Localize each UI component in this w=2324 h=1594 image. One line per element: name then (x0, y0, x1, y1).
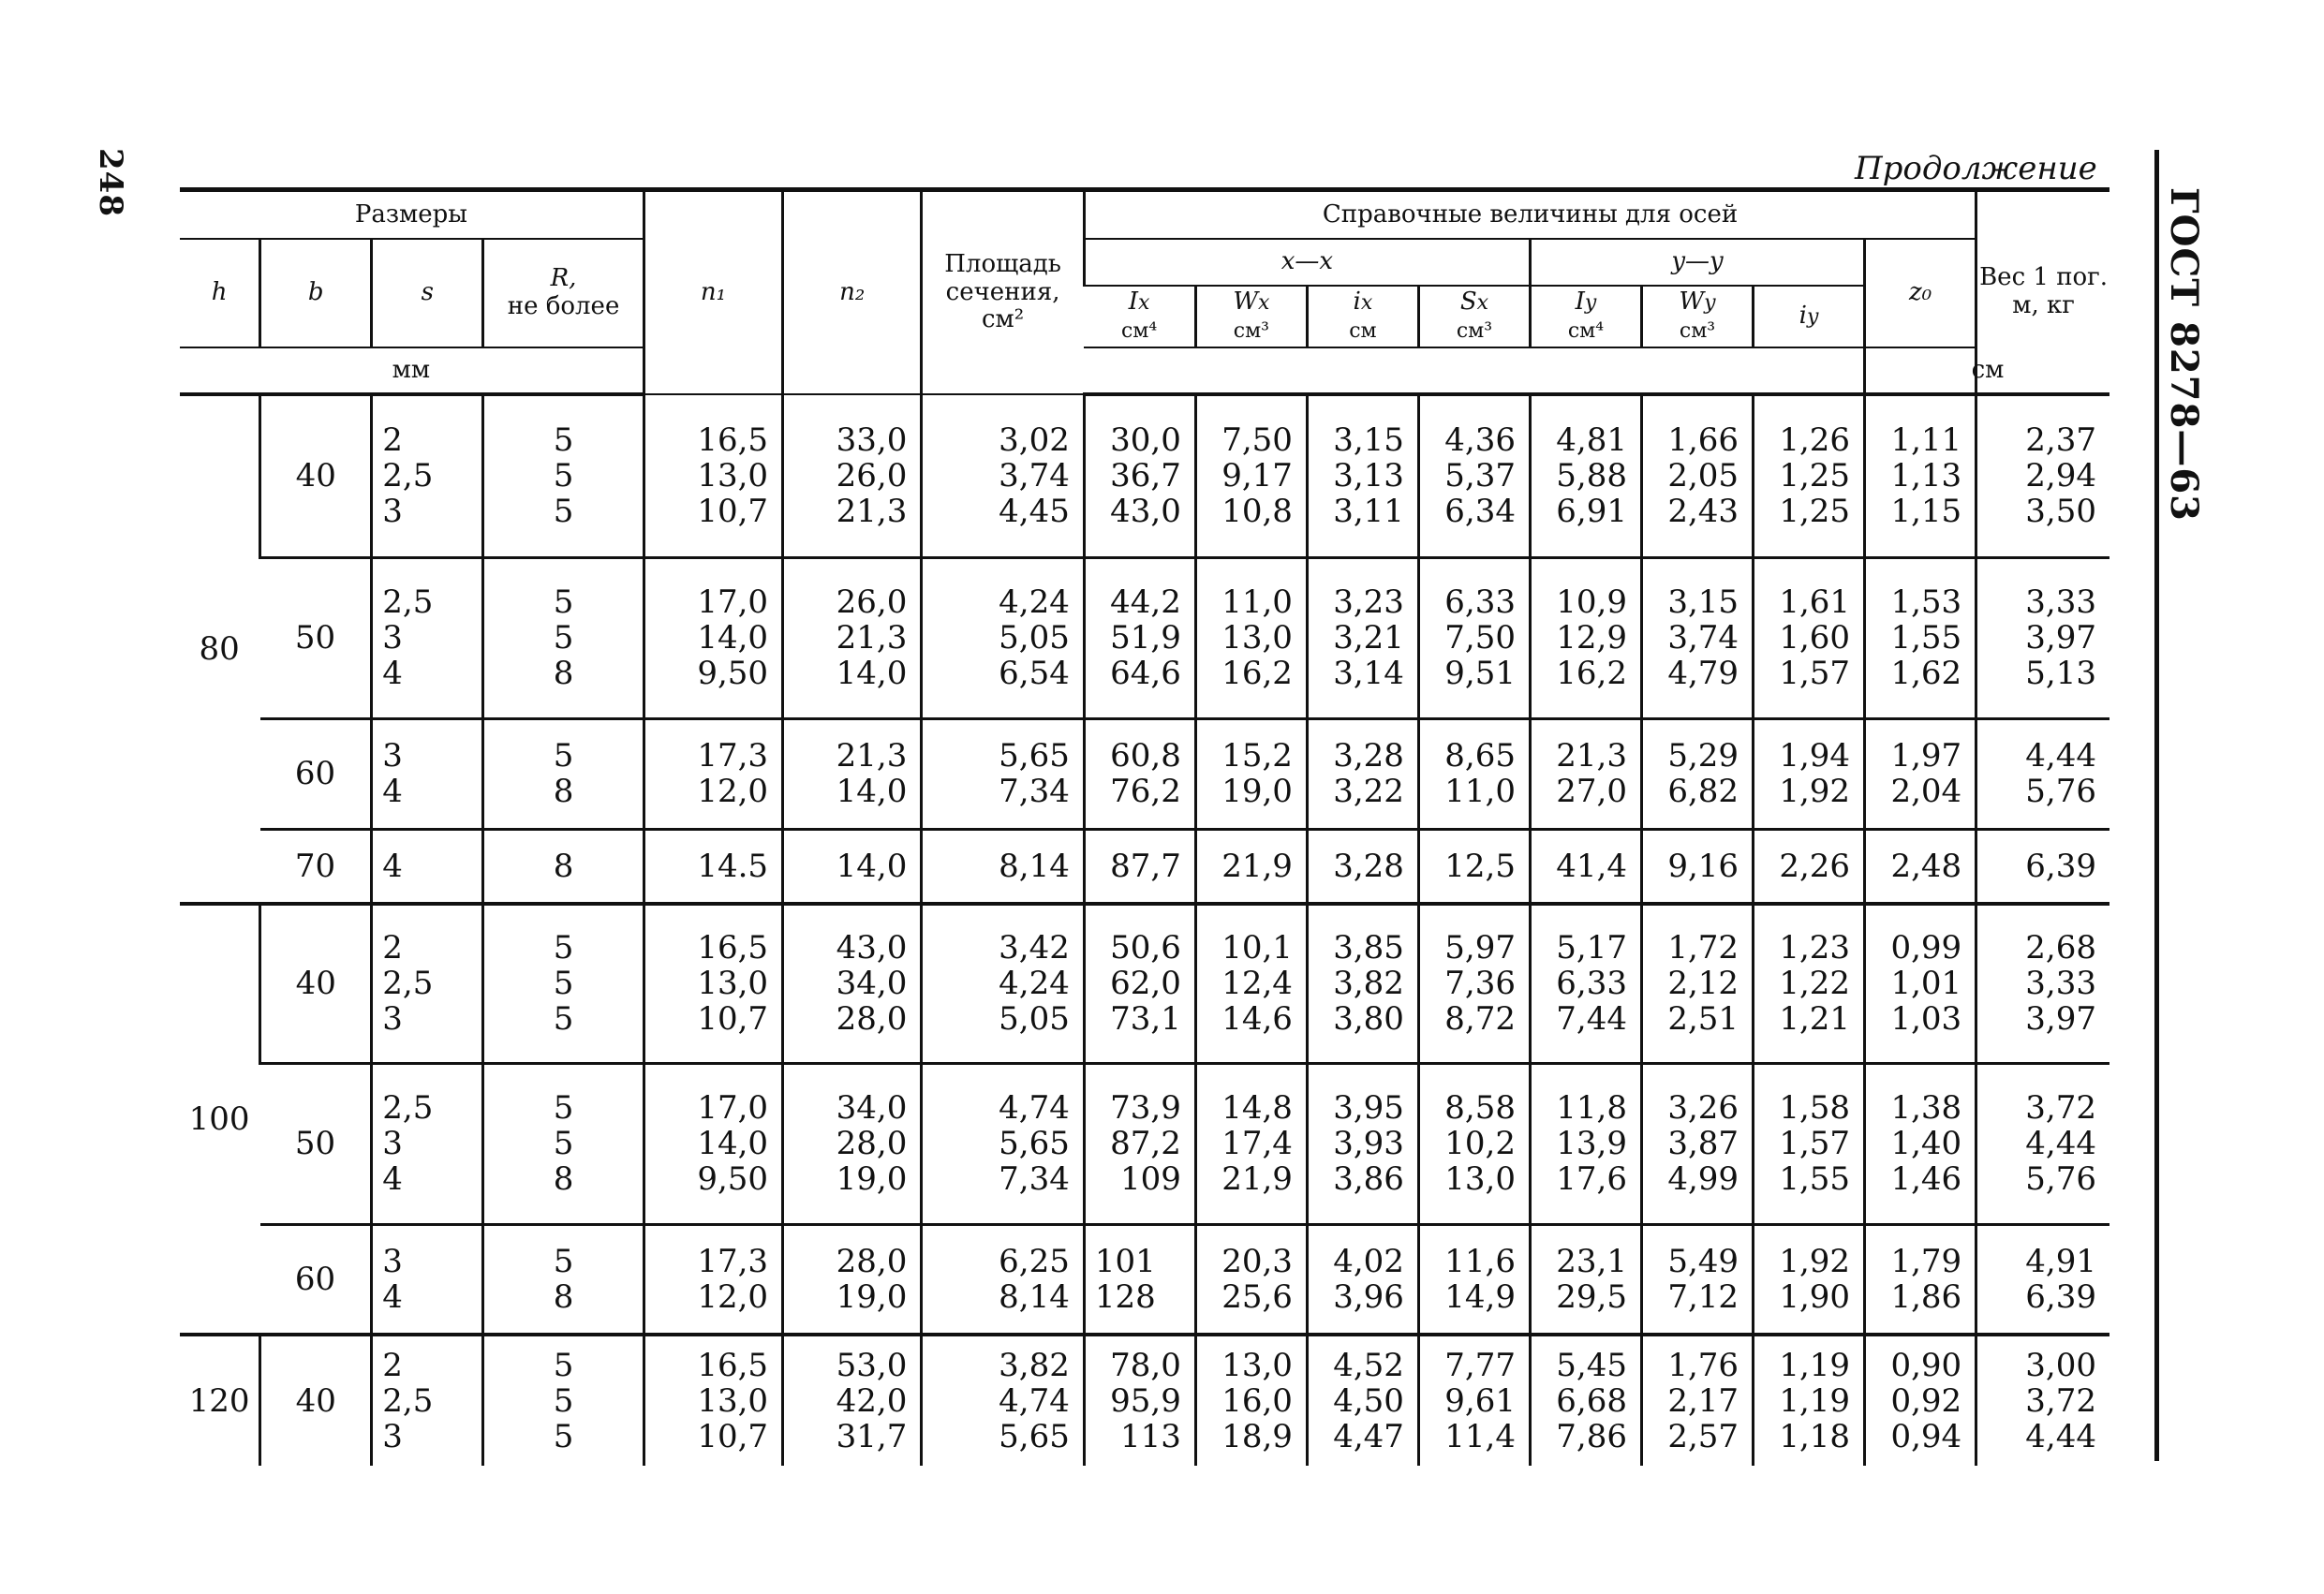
cell-b: 60 (260, 1224, 372, 1335)
cell-Sx: 7,77 9,61 11,4 (1418, 1335, 1530, 1466)
cell-h: 100 (180, 904, 260, 1335)
cell-weight: 4,91 6,39 (1976, 1224, 2109, 1335)
cell-r: 5 8 (483, 1224, 644, 1335)
cell-Sx: 11,6 14,9 (1418, 1224, 1530, 1335)
cell-Wx: 21,9 (1195, 829, 1307, 904)
cell-n2: 53,0 42,0 31,7 (783, 1335, 922, 1466)
cell-s: 2 2,5 3 (372, 1335, 483, 1466)
cell-z0: 1,53 1,55 1,62 (1865, 557, 1976, 718)
cell-Wy: 3,15 3,74 4,79 (1642, 557, 1754, 718)
cell-iy: 1,58 1,57 1,55 (1754, 1063, 1865, 1224)
cell-h: 80 (180, 394, 260, 904)
cell-n1: 17,3 12,0 (644, 718, 782, 829)
ixr-sym: i (1353, 288, 1361, 317)
wx-sub: x (1258, 291, 1270, 316)
profile-table (180, 192, 2109, 1466)
cell-Iy: 5,45 6,68 7,86 (1530, 1335, 1641, 1466)
cell-r: 5 5 5 (483, 394, 644, 557)
cell-b: 50 (260, 557, 372, 718)
cell-z0: 1,11 1,13 1,15 (1865, 394, 1976, 557)
header-mm: мм (180, 347, 644, 394)
wx-unit: см³ (1233, 319, 1270, 343)
cell-Sx: 12,5 (1418, 829, 1530, 904)
cell-r: 5 5 8 (483, 1063, 644, 1224)
ixr-sub: x (1360, 291, 1373, 316)
header-iy-moment (1530, 286, 1641, 347)
cell-Ix: 50,6 62,0 73,1 (1084, 904, 1195, 1063)
cell-iy: 1,61 1,60 1,57 (1754, 557, 1865, 718)
cell-area: 3,02 3,74 4,45 (922, 394, 1085, 557)
cell-Wx: 11,0 13,0 16,2 (1195, 557, 1307, 718)
cell-n2: 14,0 (783, 829, 922, 904)
cell-Iy: 10,9 12,9 16,2 (1530, 557, 1641, 718)
cell-Iy: 41,4 (1530, 829, 1641, 904)
header-n2: n₂ (783, 192, 922, 394)
cell-n1: 16,5 13,0 10,7 (644, 1335, 782, 1466)
cell-h: 120 (188, 1381, 250, 1420)
cell-iy: 1,19 1,19 1,18 (1754, 1335, 1865, 1466)
cell-z0: 0,90 0,92 0,94 (1865, 1335, 1976, 1466)
header-wx (1195, 286, 1307, 347)
cell-b: 40 (260, 394, 372, 557)
wy-unit: см³ (1679, 319, 1716, 343)
cell-s: 2 2,5 3 (372, 394, 483, 557)
ix-sub: x (1138, 291, 1150, 316)
cell-r: 5 5 8 (483, 557, 644, 718)
wy-sub: y (1704, 291, 1716, 316)
cell-Wy: 5,29 6,82 (1642, 718, 1754, 829)
ix-unit: см⁴ (1120, 319, 1158, 343)
cell-area: 6,25 8,14 (922, 1224, 1085, 1335)
cell-Ix: 30,0 36,7 43,0 (1084, 394, 1195, 557)
header-z0: z₀ (1865, 239, 1976, 347)
cell-r: 5 5 5 (483, 1335, 644, 1466)
continuation-label: Продолжение (1855, 150, 2097, 187)
side-rule (2154, 150, 2159, 1461)
ixr-unit: см (1349, 319, 1377, 343)
cell-n1: 14.5 (644, 829, 782, 904)
header-axis-yy: y—y (1530, 239, 1864, 286)
iyr-sub: y (1806, 305, 1819, 330)
header-reference: Справочные величины для осей (1084, 192, 1976, 239)
cell-iy: 1,94 1,92 (1754, 718, 1865, 829)
cell-s: 2 2,5 3 (372, 904, 483, 1063)
cell-n1: 16,5 13,0 10,7 (644, 904, 782, 1063)
cell-Ix: 60,8 76,2 (1084, 718, 1195, 829)
header-axis-xx: x—x (1084, 239, 1530, 286)
cell-ix: 3,23 3,21 3,14 (1307, 557, 1418, 718)
cell-Ix: 44,2 51,9 64,6 (1084, 557, 1195, 718)
cell-s: 2,5 3 4 (372, 1063, 483, 1224)
cell-weight: 6,39 (1976, 829, 2109, 904)
cell-ix: 3,85 3,82 3,80 (1307, 904, 1418, 1063)
cell-iy: 1,92 1,90 (1754, 1224, 1865, 1335)
cell-Iy: 4,81 5,88 6,91 (1530, 394, 1641, 557)
cell-n1: 17,3 12,0 (644, 1224, 782, 1335)
cell-area: 3,82 4,74 5,65 (922, 1335, 1085, 1466)
cell-b: 50 (260, 1063, 372, 1224)
cell-s: 4 (372, 829, 483, 904)
cell-r: 5 5 5 (483, 904, 644, 1063)
cell-s: 3 4 (372, 1224, 483, 1335)
iy-unit: см⁴ (1567, 319, 1605, 343)
cell-n2: 33,0 26,0 21,3 (783, 394, 922, 557)
header-s: s (372, 239, 483, 347)
cell-z0: 0,99 1,01 1,03 (1865, 904, 1976, 1063)
header-h: h (180, 239, 260, 347)
header-r (483, 239, 644, 347)
cell-s: 2,5 3 4 (372, 557, 483, 718)
cell-b: 60 (260, 718, 372, 829)
cell-area: 4,24 5,05 6,54 (922, 557, 1085, 718)
iyr-sym: i (1799, 302, 1807, 331)
cell-Ix: 78,0 95,9 113 (1084, 1335, 1195, 1466)
cell-Wx: 20,3 25,6 (1195, 1224, 1307, 1335)
cell-n2: 34,0 28,0 19,0 (783, 1063, 922, 1224)
cell-ix: 3,15 3,13 3,11 (1307, 394, 1418, 557)
header-b: b (260, 239, 372, 347)
header-sm: см (1865, 347, 2109, 394)
cell-ix: 3,95 3,93 3,86 (1307, 1063, 1418, 1224)
cell-n2: 26,0 21,3 14,0 (783, 557, 922, 718)
header-ix-moment (1084, 286, 1195, 347)
cell-Wx: 15,2 19,0 (1195, 718, 1307, 829)
cell-Wy: 5,49 7,12 (1642, 1224, 1754, 1335)
cell-n2: 28,0 19,0 (783, 1224, 922, 1335)
cell-Wy: 1,66 2,05 2,43 (1642, 394, 1754, 557)
cell-z0: 2,48 (1865, 829, 1976, 904)
cell-ix: 3,28 (1307, 829, 1418, 904)
cell-weight: 3,33 3,97 5,13 (1976, 557, 2109, 718)
cell-z0: 1,97 2,04 (1865, 718, 1976, 829)
wx-sym: W (1233, 288, 1259, 317)
cell-iy: 1,26 1,25 1,25 (1754, 394, 1865, 557)
gost-code: ГОСТ 8278—63 (2162, 187, 2206, 522)
cell-Iy: 5,17 6,33 7,44 (1530, 904, 1641, 1063)
cell-Iy: 11,8 13,9 17,6 (1530, 1063, 1641, 1224)
header-n1: n₁ (644, 192, 782, 394)
iy-sym: I (1575, 288, 1585, 317)
cell-ix: 3,28 3,22 (1307, 718, 1418, 829)
cell-Sx: 5,97 7,36 8,72 (1418, 904, 1530, 1063)
cell-weight: 4,44 5,76 (1976, 718, 2109, 829)
cell-weight: 3,00 3,72 4,44 (1976, 1335, 2109, 1466)
page-number: 248 (92, 148, 129, 217)
cell-Sx: 6,33 7,50 9,51 (1418, 557, 1530, 718)
cell-b: 70 (260, 829, 372, 904)
wy-sym: W (1679, 288, 1705, 317)
cell-area: 3,42 4,24 5,05 (922, 904, 1085, 1063)
header-area: Площадь сечения, см² (922, 192, 1085, 394)
header-weight: Вес 1 пог. м, кг (1976, 192, 2109, 394)
header-r-sub: не более (507, 292, 620, 320)
cell-n1: 16,5 13,0 10,7 (644, 394, 782, 557)
cell-n1: 17,0 14,0 9,50 (644, 1063, 782, 1224)
sx-sym: S (1459, 288, 1477, 317)
cell-ix: 4,02 3,96 (1307, 1224, 1418, 1335)
cell-Sx: 4,36 5,37 6,34 (1418, 394, 1530, 557)
cell-Wy: 1,76 2,17 2,57 (1642, 1335, 1754, 1466)
iy-sub: y (1584, 291, 1597, 316)
cell-Wy: 9,16 (1642, 829, 1754, 904)
cell-Sx: 8,65 11,0 (1418, 718, 1530, 829)
cell-Iy: 23,1 29,5 (1530, 1224, 1641, 1335)
cell-Wy: 3,26 3,87 4,99 (1642, 1063, 1754, 1224)
cell-b: 40 (260, 904, 372, 1063)
cell-n1: 17,0 14,0 9,50 (644, 557, 782, 718)
cell-n2: 21,3 14,0 (783, 718, 922, 829)
cell-Iy: 21,3 27,0 (1530, 718, 1641, 829)
cell-z0: 1,38 1,40 1,46 (1865, 1063, 1976, 1224)
sx-unit: см³ (1456, 319, 1493, 343)
cell-s: 3 4 (372, 718, 483, 829)
cell-Wy: 1,72 2,12 2,51 (1642, 904, 1754, 1063)
header-blank (1084, 347, 1864, 394)
cell-ix: 4,52 4,50 4,47 (1307, 1335, 1418, 1466)
cell-weight: 3,72 4,44 5,76 (1976, 1063, 2109, 1224)
cell-weight: 2,68 3,33 3,97 (1976, 904, 2109, 1063)
header-sizes: Размеры (180, 192, 644, 239)
cell-Wx: 14,8 17,4 21,9 (1195, 1063, 1307, 1224)
cell-Wx: 7,50 9,17 10,8 (1195, 394, 1307, 557)
header-sx (1418, 286, 1530, 347)
cell-Ix: 101 128 (1084, 1224, 1195, 1335)
cell-iy: 1,23 1,22 1,21 (1754, 904, 1865, 1063)
cell-weight: 2,37 2,94 3,50 (1976, 394, 2109, 557)
cell-r: 8 (483, 829, 644, 904)
cell-area: 8,14 (922, 829, 1085, 904)
cell-iy: 2,26 (1754, 829, 1865, 904)
sx-sub: x (1476, 291, 1489, 316)
cell-Ix: 73,9 87,2 109 (1084, 1063, 1195, 1224)
header-r-symbol: R, (550, 264, 577, 293)
cell-r: 5 8 (483, 718, 644, 829)
cell-area: 4,74 5,65 7,34 (922, 1063, 1085, 1224)
cell-z0: 1,79 1,86 (1865, 1224, 1976, 1335)
cell-area: 5,65 7,34 (922, 718, 1085, 829)
cell-Ix: 87,7 (1084, 829, 1195, 904)
header-ix-radius (1307, 286, 1418, 347)
cell-n2: 43,0 34,0 28,0 (783, 904, 922, 1063)
ix-sym: I (1128, 288, 1139, 317)
header-iy-radius (1754, 286, 1865, 347)
cell-Wx: 13,0 16,0 18,9 (1195, 1335, 1307, 1466)
cell-Sx: 8,58 10,2 13,0 (1418, 1063, 1530, 1224)
cell-Wx: 10,1 12,4 14,6 (1195, 904, 1307, 1063)
cell-b: 40 (260, 1335, 372, 1466)
header-wy (1642, 286, 1754, 347)
